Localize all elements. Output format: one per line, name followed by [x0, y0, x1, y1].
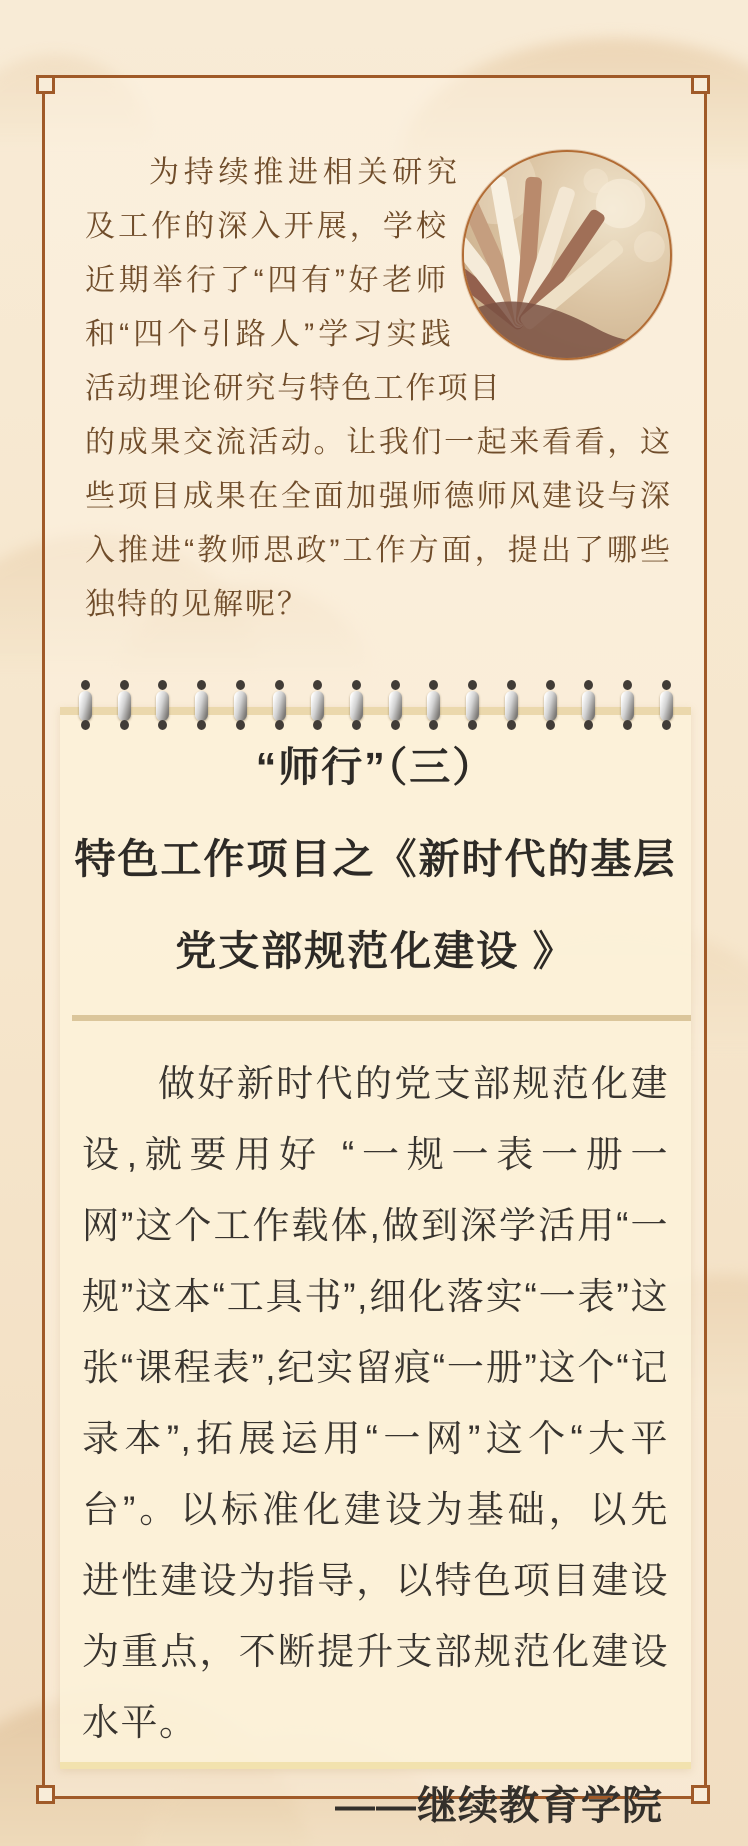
ring-dot	[120, 720, 129, 730]
ring-dot	[158, 720, 167, 730]
ring-dot	[352, 680, 361, 690]
binder-ring	[466, 680, 479, 730]
binder-ring	[660, 680, 673, 730]
ring-dot	[429, 720, 438, 730]
open-book-photo	[462, 150, 672, 360]
ring-loop	[389, 691, 402, 721]
ring-loop	[582, 691, 595, 721]
ring-loop	[156, 691, 169, 721]
spiral-binding	[79, 680, 673, 730]
ring-loop	[505, 691, 518, 721]
ring-dot	[507, 680, 516, 690]
ring-dot	[236, 680, 245, 690]
ring-dot	[197, 720, 206, 730]
ring-loop	[350, 691, 363, 721]
intro-paragraph: 为持续推进相关研究及工作的深入开展，学校近期举行了“四有”好老师和“四个引路人”学习实践活动理论研究与特色工作项目的成果交流活动。让我们一起来看看，这些项目成果在全面加强师德师风建设与深入推进“教师思政”工作方面，提出了哪些独特的见解呢？	[85, 156, 672, 621]
ring-loop	[311, 691, 324, 721]
notebook-body-paragraph: 做好新时代的党支部规范化建设,就要用好 “一规一表一册一网”这个工作载体,做到深学活用“一规”这本“工具书”,细化落实“一表”这张“课程表”,纪实留痕“一册”这个“记录本”,拓展运用“一网”这个“大平台”。以标准化建设为基础，以先进性建设为指导，以特色项目建设为重点，不断提升支部规范化建设水平。	[82, 1063, 669, 1743]
ring-dot	[391, 720, 400, 730]
ring-dot	[81, 680, 90, 690]
notebook-title-line-1: “师行”（三）	[255, 744, 496, 790]
binder-ring	[621, 680, 634, 730]
ring-loop	[621, 691, 634, 721]
ring-dot	[275, 680, 284, 690]
attribution-signature: ——继续教育学院	[335, 1784, 663, 1828]
ring-loop	[273, 691, 286, 721]
ring-loop	[79, 691, 92, 721]
ring-dot	[546, 720, 555, 730]
binder-ring	[311, 680, 324, 730]
ring-dot	[468, 720, 477, 730]
intro-section	[85, 146, 672, 632]
ring-dot	[197, 680, 206, 690]
binder-ring	[118, 680, 131, 730]
binder-ring	[156, 680, 169, 730]
ring-loop	[118, 691, 131, 721]
binder-ring	[505, 680, 518, 730]
frame-corner-ornament	[691, 75, 710, 94]
ring-loop	[195, 691, 208, 721]
ring-loop	[234, 691, 247, 721]
title-divider	[72, 1015, 691, 1021]
ring-dot	[429, 680, 438, 690]
ring-dot	[468, 680, 477, 690]
binder-ring	[544, 680, 557, 730]
ring-loop	[466, 691, 479, 721]
binder-ring	[273, 680, 286, 730]
ring-dot	[313, 680, 322, 690]
ring-dot	[623, 720, 632, 730]
ring-dot	[546, 680, 555, 690]
ring-loop	[427, 691, 440, 721]
binder-ring	[582, 680, 595, 730]
frame-corner-ornament	[36, 1785, 55, 1804]
frame-corner-ornament	[691, 1785, 710, 1804]
notebook-panel	[60, 707, 691, 1828]
ring-dot	[662, 720, 671, 730]
ring-dot	[236, 720, 245, 730]
binder-ring	[234, 680, 247, 730]
ring-dot	[158, 680, 167, 690]
open-book-illustration	[464, 152, 670, 358]
ring-dot	[391, 680, 400, 690]
ring-dot	[662, 680, 671, 690]
ring-dot	[120, 680, 129, 690]
binder-ring	[350, 680, 363, 730]
ring-dot	[623, 680, 632, 690]
frame-corner-ornament	[36, 75, 55, 94]
ring-dot	[275, 720, 284, 730]
ring-loop	[660, 691, 673, 721]
ring-dot	[313, 720, 322, 730]
binder-ring	[427, 680, 440, 730]
notebook-title-line-2: 特色工作项目之《新时代的基层	[74, 836, 677, 882]
notebook-title-line-3: 党支部规范化建设 》	[175, 928, 576, 974]
ring-dot	[507, 720, 516, 730]
ring-loop	[544, 691, 557, 721]
ring-dot	[81, 720, 90, 730]
binder-ring	[79, 680, 92, 730]
binder-ring	[389, 680, 402, 730]
ring-dot	[352, 720, 361, 730]
ring-dot	[584, 680, 593, 690]
decorative-frame	[42, 75, 707, 1828]
ring-dot	[584, 720, 593, 730]
binder-ring	[195, 680, 208, 730]
